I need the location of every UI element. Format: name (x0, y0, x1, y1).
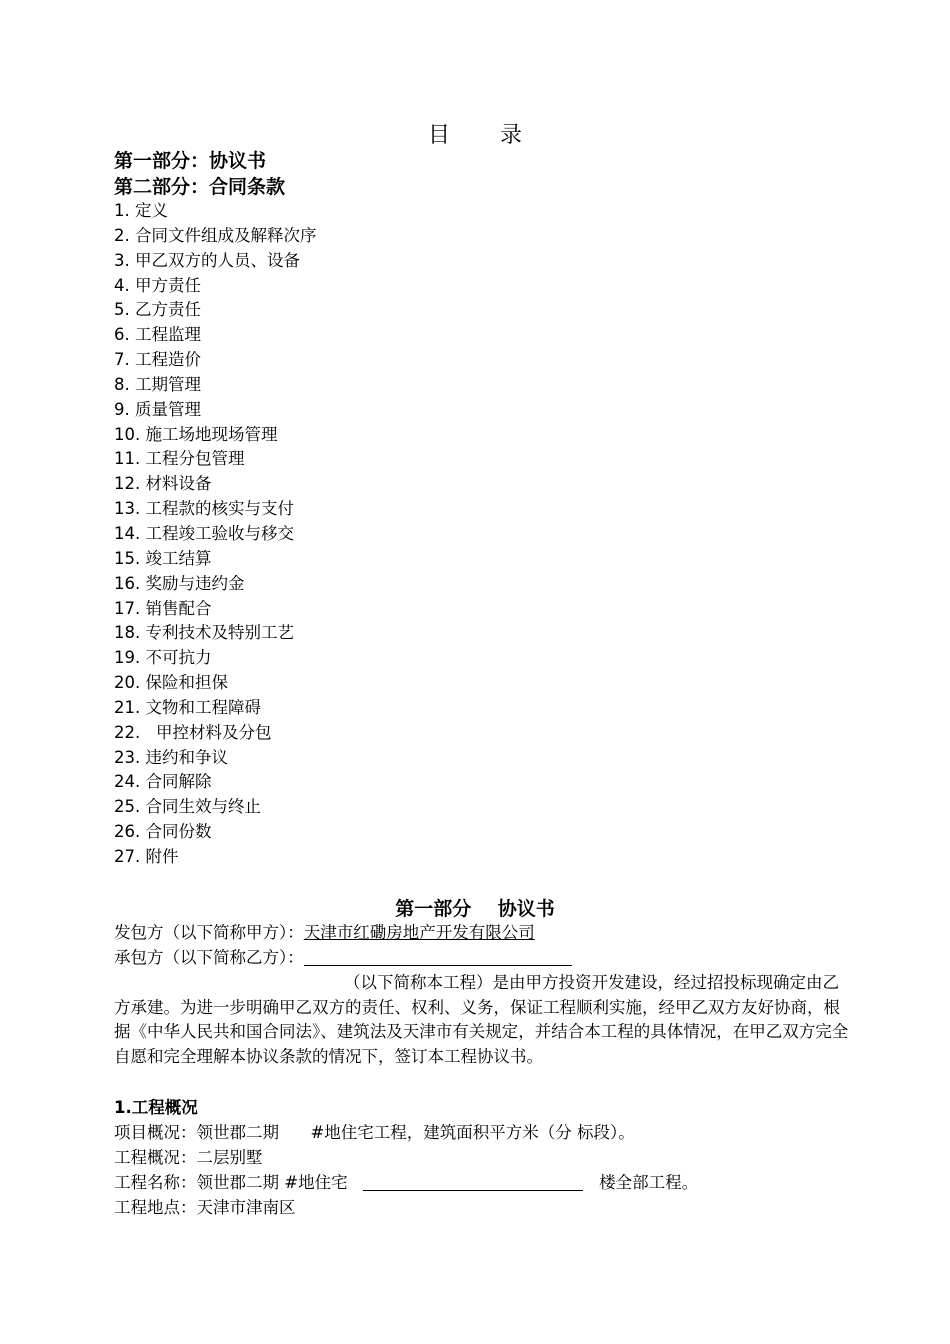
toc-item: 20. 保险和担保 (114, 673, 228, 693)
toc-item: 24. 合同解除 (114, 772, 212, 792)
project-name-suffix: 楼全部工程。 (599, 1173, 699, 1192)
toc-item: 9. 质量管理 (114, 399, 201, 419)
toc-item: 15. 竣工结算 (114, 548, 212, 568)
contractor-blank (304, 947, 572, 966)
toc-item: 12. 材料设备 (114, 474, 212, 494)
toc-part-1: 第一部分：协议书 (114, 150, 267, 172)
toc-item: 13. 工程款的核实与支付 (114, 499, 294, 519)
project-name-line (114, 1171, 698, 1195)
toc-item: 2. 合同文件组成及解释次序 (114, 225, 317, 245)
toc-list (114, 199, 317, 870)
toc-item: 23. 违约和争议 (114, 747, 228, 767)
toc-item: 6. 工程监理 (114, 325, 201, 345)
project-overview: 项目概况：领世郡二期 #地住宅工程，建筑面积平方米（分 标段）。 (114, 1123, 635, 1142)
employer-label: 发包方（以下简称甲方）： (114, 923, 304, 942)
toc-item: 8. 工期管理 (114, 374, 201, 394)
toc-item: 4. 甲方责任 (114, 275, 201, 295)
toc-item: 16. 奖励与违约金 (114, 573, 245, 593)
employer-name: 天津市红磡房地产开发有限公司 (303, 923, 535, 942)
section-heading: 1.工程概况 (114, 1098, 198, 1117)
project-name-blank (363, 1172, 583, 1191)
intro-paragraph (114, 971, 849, 1070)
toc-item: 27. 附件 (114, 846, 179, 866)
agreement-title: 第一部分 协议书 (395, 898, 555, 920)
toc-item: 7. 工程造价 (114, 350, 201, 370)
toc-item: 3. 甲乙双方的人员、设备 (114, 250, 300, 270)
toc-item: 5. 乙方责任 (114, 300, 201, 320)
toc-item: 19. 不可抗力 (114, 648, 212, 668)
toc-item: 14. 工程竣工验收与移交 (114, 523, 294, 543)
engineering-overview: 工程概况：二层别墅 (114, 1148, 263, 1167)
contractor-label: 承包方（以下简称乙方）： (114, 948, 304, 967)
toc-item: 10. 施工场地现场管理 (114, 424, 278, 444)
toc-title: 目录 (427, 123, 572, 148)
intro-text: （以下简称本工程）是由甲方投资开发建设，经过招投标现确定由乙方承建。为进一步明确甲乙双方的责任、权利、义务，保证工程顺利实施，经甲乙双方友好协商，根据《中华人民共和国合同法》、建筑法及天津市有关规定，并结合本工程的具体情况，在甲乙双方完全自愿和完全理解本协议条款的情况下，签订本工程协议书。 (114, 973, 849, 1067)
project-location: 工程地点：天津市津南区 (114, 1198, 296, 1217)
contractor-line (114, 946, 572, 970)
toc-item: 17. 销售配合 (114, 598, 212, 618)
toc-item: 18. 专利技术及特别工艺 (114, 623, 294, 643)
toc-part-2: 第二部分：合同条款 (114, 176, 286, 198)
toc-item: 26. 合同份数 (114, 822, 212, 842)
toc-item: 11. 工程分包管理 (114, 449, 245, 469)
toc-item: 21. 文物和工程障碍 (114, 697, 261, 717)
project-name-prefix: 工程名称：领世郡二期 #地住宅 (114, 1173, 348, 1192)
toc-item: 22. 甲控材料及分包 (114, 722, 272, 742)
toc-item: 1. 定义 (114, 201, 168, 220)
toc-item: 25. 合同生效与终止 (114, 797, 261, 817)
employer-line (114, 921, 535, 945)
